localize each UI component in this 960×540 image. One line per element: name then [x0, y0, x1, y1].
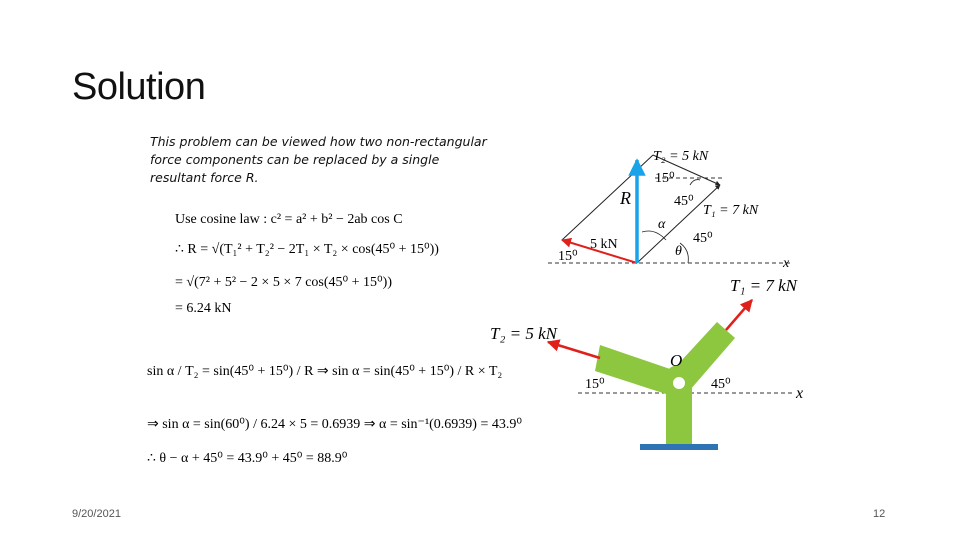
bracket-left-arm: [595, 345, 673, 394]
triangle-r-label: R: [620, 188, 631, 208]
intro-line-1: This problem can be viewed how two non-rectangular: [150, 134, 487, 149]
eq-r-value: = 6.24 kN: [175, 301, 232, 316]
eq-r-formula: ∴ R = √(T₁² + T₂² − 2T₁ × T₂ × cos(45⁰ + 15⁰)): [175, 242, 439, 257]
triangle-x-label: x: [783, 256, 790, 270]
triangle-theta-label: θ: [675, 244, 682, 259]
bracket-angle-45: 45⁰: [711, 377, 731, 392]
triangle-t2-label: T₂ = 5 kN: [653, 149, 709, 164]
triangle-t1-label: T₁ = 7 kN: [703, 203, 759, 218]
footer-date: 9/20/2021: [72, 508, 121, 520]
slide-title: Solution: [72, 66, 206, 108]
triangle-angle-45-outer: 45⁰: [693, 231, 713, 246]
triangle-side-left: [562, 155, 653, 240]
triangle-angle-15-top: 15⁰: [655, 171, 675, 186]
triangle-alpha-label: α: [658, 217, 666, 232]
bracket-t1-arrow: [726, 300, 752, 330]
triangle-angle-15-bottom: 15⁰: [558, 249, 578, 264]
triangle-angle-45-inner: 45⁰: [674, 194, 694, 209]
footer-page-number: 12: [873, 508, 886, 520]
eq-sine-rule: sin α / T₂ = sin(45⁰ + 15⁰) / R ⇒ sin α = sin(45⁰ + 15⁰) / R × T₂: [147, 364, 503, 379]
intro-line-2: force components can be replaced by a single: [150, 152, 440, 167]
bracket-t1-label: T₁ = 7 kN: [730, 276, 797, 295]
bracket-o-label: O: [670, 351, 683, 370]
eq-r-substituted: = √(7² + 5² − 2 × 5 × 7 cos(45⁰ + 15⁰)): [175, 275, 392, 290]
intro-line-3: resultant force R.: [150, 170, 259, 185]
bracket-t2-label: T₂ = 5 kN: [490, 324, 557, 343]
intro-text: [150, 133, 530, 187]
bracket-angle-15: 15⁰: [585, 377, 605, 392]
force-triangle-diagram: [540, 140, 800, 270]
bracket-pin: [673, 377, 685, 389]
eq-alpha-calc: ⇒ sin α = sin(60⁰) / 6.24 × 5 = 0.6939 ⇒ α = sin⁻¹(0.6939) = 43.9⁰: [147, 417, 522, 432]
eq-theta-calc: ∴ θ − α + 45⁰ = 43.9⁰ + 45⁰ = 88.9⁰: [147, 451, 348, 466]
triangle-5kn-label: 5 kN: [590, 237, 618, 252]
triangle-top-arc: [690, 180, 700, 185]
bracket-base: [640, 444, 718, 450]
equations-block: [140, 200, 560, 470]
bracket-x-label: x: [796, 385, 804, 402]
eq-cosine-law: Use cosine law : c² = a² + b² − 2ab cos C: [175, 212, 403, 227]
